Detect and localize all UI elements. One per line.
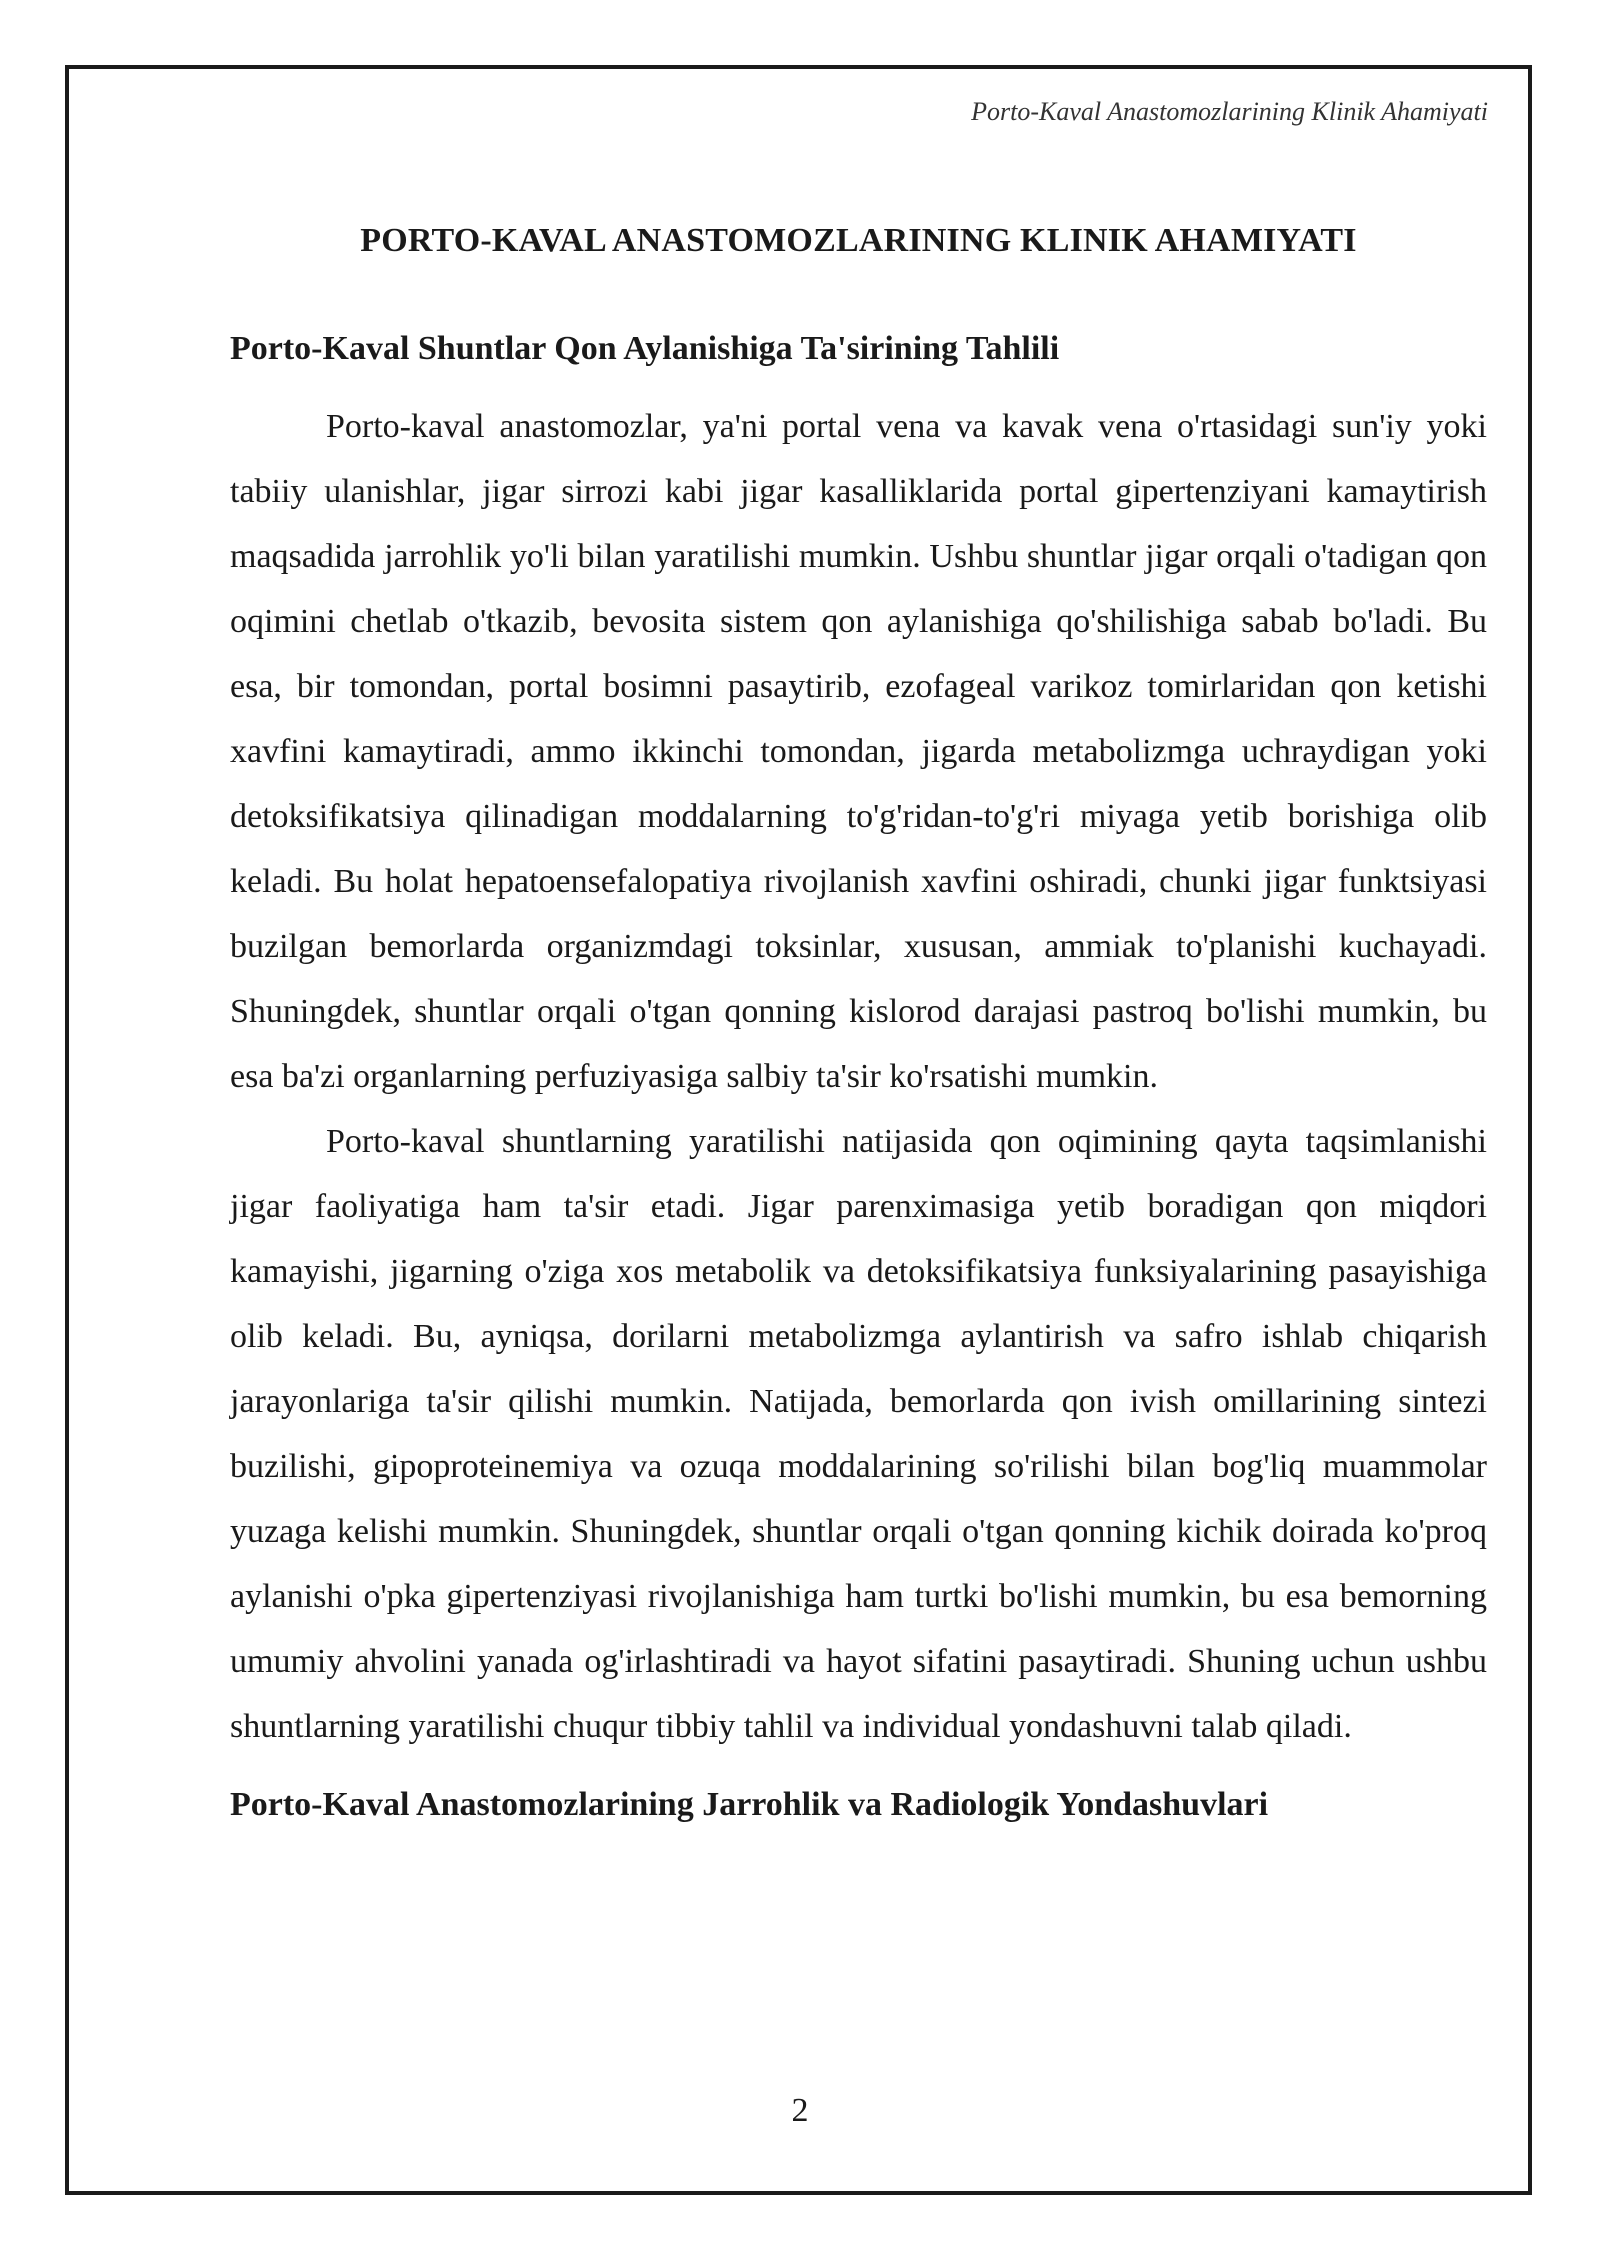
page-number: 2	[791, 2092, 809, 2129]
document-body	[230, 213, 1487, 1833]
section-heading: Porto-Kaval Shuntlar Qon Aylanishiga Ta'sirining Tahlili	[230, 330, 1060, 367]
section-heading: Porto-Kaval Anastomozlarining Jarrohlik va Radiologik Yondashuvlari	[230, 1786, 1269, 1823]
running-header: Porto-Kaval Anastomozlarining Klinik Ahamiyati	[971, 97, 1488, 126]
body-paragraph: Porto-kaval shuntlarning yaratilishi natijasida qon oqimining qayta taqsimlanishi jigar faoliyatiga ham ta'sir etadi. Jigar parenximasiga yetib boradigan qon miqdori kamayishi, jigarning o'ziga xos metabolik va detoksifikatsiya funksiyalarining pasayishiga olib keladi. Bu, ayniqsa, dorilarni metabolizmga aylantirish va safro ishlab chiqarish jarayonlariga ta'sir qilishi mumkin. Natijada, bemorlarda qon ivish omillarining sintezi buzilishi, gipoproteinemiya va ozuqa moddalarining so'rilishi bilan bog'liq muammolar yuzaga kelishi mumkin. Shuningdek, shuntlar orqali o'tgan qonning kichik doirada ko'proq aylanishi o'pka gipertenziyasi rivojlanishiga ham turtki bo'lishi mumkin, bu esa bemorning umumiy ahvolini yanada og'irlashtiradi va hayot sifatini pasaytiradi. Shuning uchun ushbu shuntlarning yaratilishi chuqur tibbiy tahlil va individual yondashuvni talab qiladi.	[230, 1123, 1487, 1745]
body-paragraph: Porto-kaval anastomozlar, ya'ni portal vena va kavak vena o'rtasidagi sun'iy yoki tabiiy ulanishlar, jigar sirrozi kabi jigar kasalliklarida portal gipertenziyani kamaytirish maqsadida jarrohlik yo'li bilan yaratilishi mumkin. Ushbu shuntlar jigar orqali o'tadigan qon oqimini chetlab o'tkazib, bevosita sistem qon aylanishiga qo'shilishiga sabab bo'ladi. Bu esa, bir tomondan, portal bosimni pasaytirib, ezofageal varikoz tomirlaridan qon ketishi xavfini kamaytiradi, ammo ikkinchi tomondan, jigarda metabolizmga uchraydigan yoki detoksifikatsiya qilinadigan moddalarning to'g'ridan-to'g'ri miyaga yetib borishiga olib keladi. Bu holat hepatoensefalopatiya rivojlanish xavfini oshiradi, chunki jigar funktsiyasi buzilgan bemorlarda organizmdagi toksinlar, xususan, ammiak to'planishi kuchayadi. Shuningdek, shuntlar orqali o'tgan qonning kislorod darajasi pastroq bo'lishi mumkin, bu esa ba'zi organlarning perfuziyasiga salbiy ta'sir ko'rsatishi mumkin.	[230, 408, 1487, 1095]
document-title: PORTO-KAVAL ANASTOMOZLARINING KLINIK AHAMIYATI	[360, 222, 1357, 259]
